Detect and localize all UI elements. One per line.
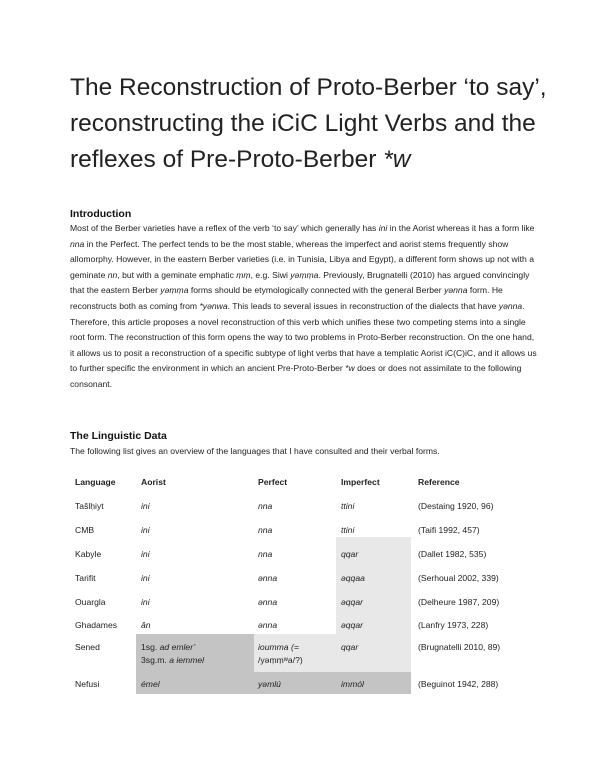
cell-aorist: 1sg. ad emler’: [141, 642, 196, 652]
sened-aorist-shade: [136, 634, 254, 672]
linguistic-data-heading: The Linguistic Data: [70, 430, 167, 442]
cell-imperfect: əqqaa: [341, 573, 365, 583]
cell-language: Ghadames: [75, 620, 118, 630]
cell-perfect: nna: [258, 501, 273, 511]
cell-perfect-line2: /yəṃṃʷa/?): [258, 655, 303, 665]
cell-language: Nefusi: [75, 679, 100, 689]
cell-aorist-line2: 3sg.m. a iemmel: [141, 655, 205, 665]
cell-perfect: nna: [258, 549, 273, 559]
introduction-heading: Introduction: [70, 208, 132, 220]
cell-imperfect: əqqar: [341, 620, 363, 630]
cell-aorist: ini: [141, 525, 150, 535]
cell-reference: (Serhoual 2002, 339): [418, 573, 499, 583]
cell-perfect: ənna: [258, 620, 278, 630]
cell-reference: (Dallet 1982, 535): [418, 549, 487, 559]
cell-aorist: ini: [141, 573, 150, 583]
cell-perfect: ioumma (=: [258, 642, 299, 652]
cell-imperfect: qqar: [341, 642, 359, 652]
paper-title-text: The Reconstruction of Proto-Berber ‘to say’, reconstructing the iCiC Light Verbs and the reflexes of Pre-Proto-Berber: [70, 74, 547, 173]
cell-aorist: ini: [141, 501, 150, 511]
header-reference: Reference: [418, 477, 460, 487]
linguistic-data-intro: The following list gives an overview of the languages that I have consulted and their verbal forms.: [70, 446, 440, 456]
sened-imperfect-shade: [336, 634, 411, 672]
paper-title-italic: *w: [383, 146, 411, 173]
cell-language: Tarifit: [75, 573, 96, 583]
cell-imperfect: immól: [341, 679, 364, 689]
cell-perfect: ənna: [258, 597, 278, 607]
cell-aorist: ini: [141, 549, 150, 559]
cell-language: Ouargla: [75, 597, 106, 607]
cell-imperfect: qqar: [341, 549, 359, 559]
cell-language: Tašlḥiyt: [75, 501, 104, 511]
cell-perfect: ənna: [258, 573, 278, 583]
cell-reference: (Beguinot 1942, 288): [418, 679, 499, 689]
cell-language: CMB: [75, 525, 95, 535]
cell-language: Kabyle: [75, 549, 102, 559]
header-imperfect: Imperfect: [341, 477, 380, 487]
cell-reference: (Lanfry 1973, 228): [418, 620, 489, 630]
header-perfect: Perfect: [258, 477, 288, 487]
cell-imperfect: ttini: [341, 501, 355, 511]
cell-reference: (Destaing 1920, 96): [418, 501, 494, 511]
header-aorist: Aorist: [141, 477, 166, 487]
cell-aorist: ân: [141, 620, 151, 630]
introduction-paragraph: Most of the Berber varieties have a reflex of the verb ‘to say’ which generally has ini in the Aorist whereas it has a form like nna in the Perfect. The perfect tends to be the most stable, whereas the imperfect and aorist stems frequently show allomorphy. However, in the eastern Berber varieties (i.e. in Tunisia, Libya and Egypt), a different form shows up not with a geminate nn, but with a geminate emphatic ṃṃ, e.g. Siwi yəṃṃa. Previously, Brugnatelli (2010) has argued convincingly that the eastern Berber yəṃṃa forms should be etymologically connected with the general Berber yənna form. He reconstructs both as coming from *yənwa. This leads to several issues in reconstruction of the dialects that have yənna. Therefore, this article proposes a novel reconstruction of this verb which unifies these two competing stems into a single root form. The reconstruction of this form opens the way to two problems in Proto-Berber reconstruction. On the one hand, it allows us to posit a reconstruction of a specific subtype of light verbs that have a templatic Aorist iC(C)iC, and it allows us to further specific the environment in which an ancient Pre-Proto-Berber *w does or does not assimilate to the following consonant.: [70, 223, 537, 389]
cell-perfect: yəmlú: [258, 679, 281, 689]
cell-reference: (Taifi 1992, 457): [418, 525, 480, 535]
cell-perfect: nna: [258, 525, 273, 535]
cell-imperfect: ttini: [341, 525, 355, 535]
cell-reference: (Delheure 1987, 209): [418, 597, 500, 607]
sened-perfect-shade: [254, 634, 336, 672]
cell-aorist: ini: [141, 597, 150, 607]
cell-imperfect: əqqar: [341, 597, 363, 607]
paper-title: [70, 70, 550, 178]
header-language: Language: [75, 477, 116, 487]
cell-aorist: émel: [141, 679, 160, 689]
cell-reference: (Brugnatelli 2010, 89): [418, 642, 501, 652]
cell-language: Sened: [75, 642, 100, 652]
